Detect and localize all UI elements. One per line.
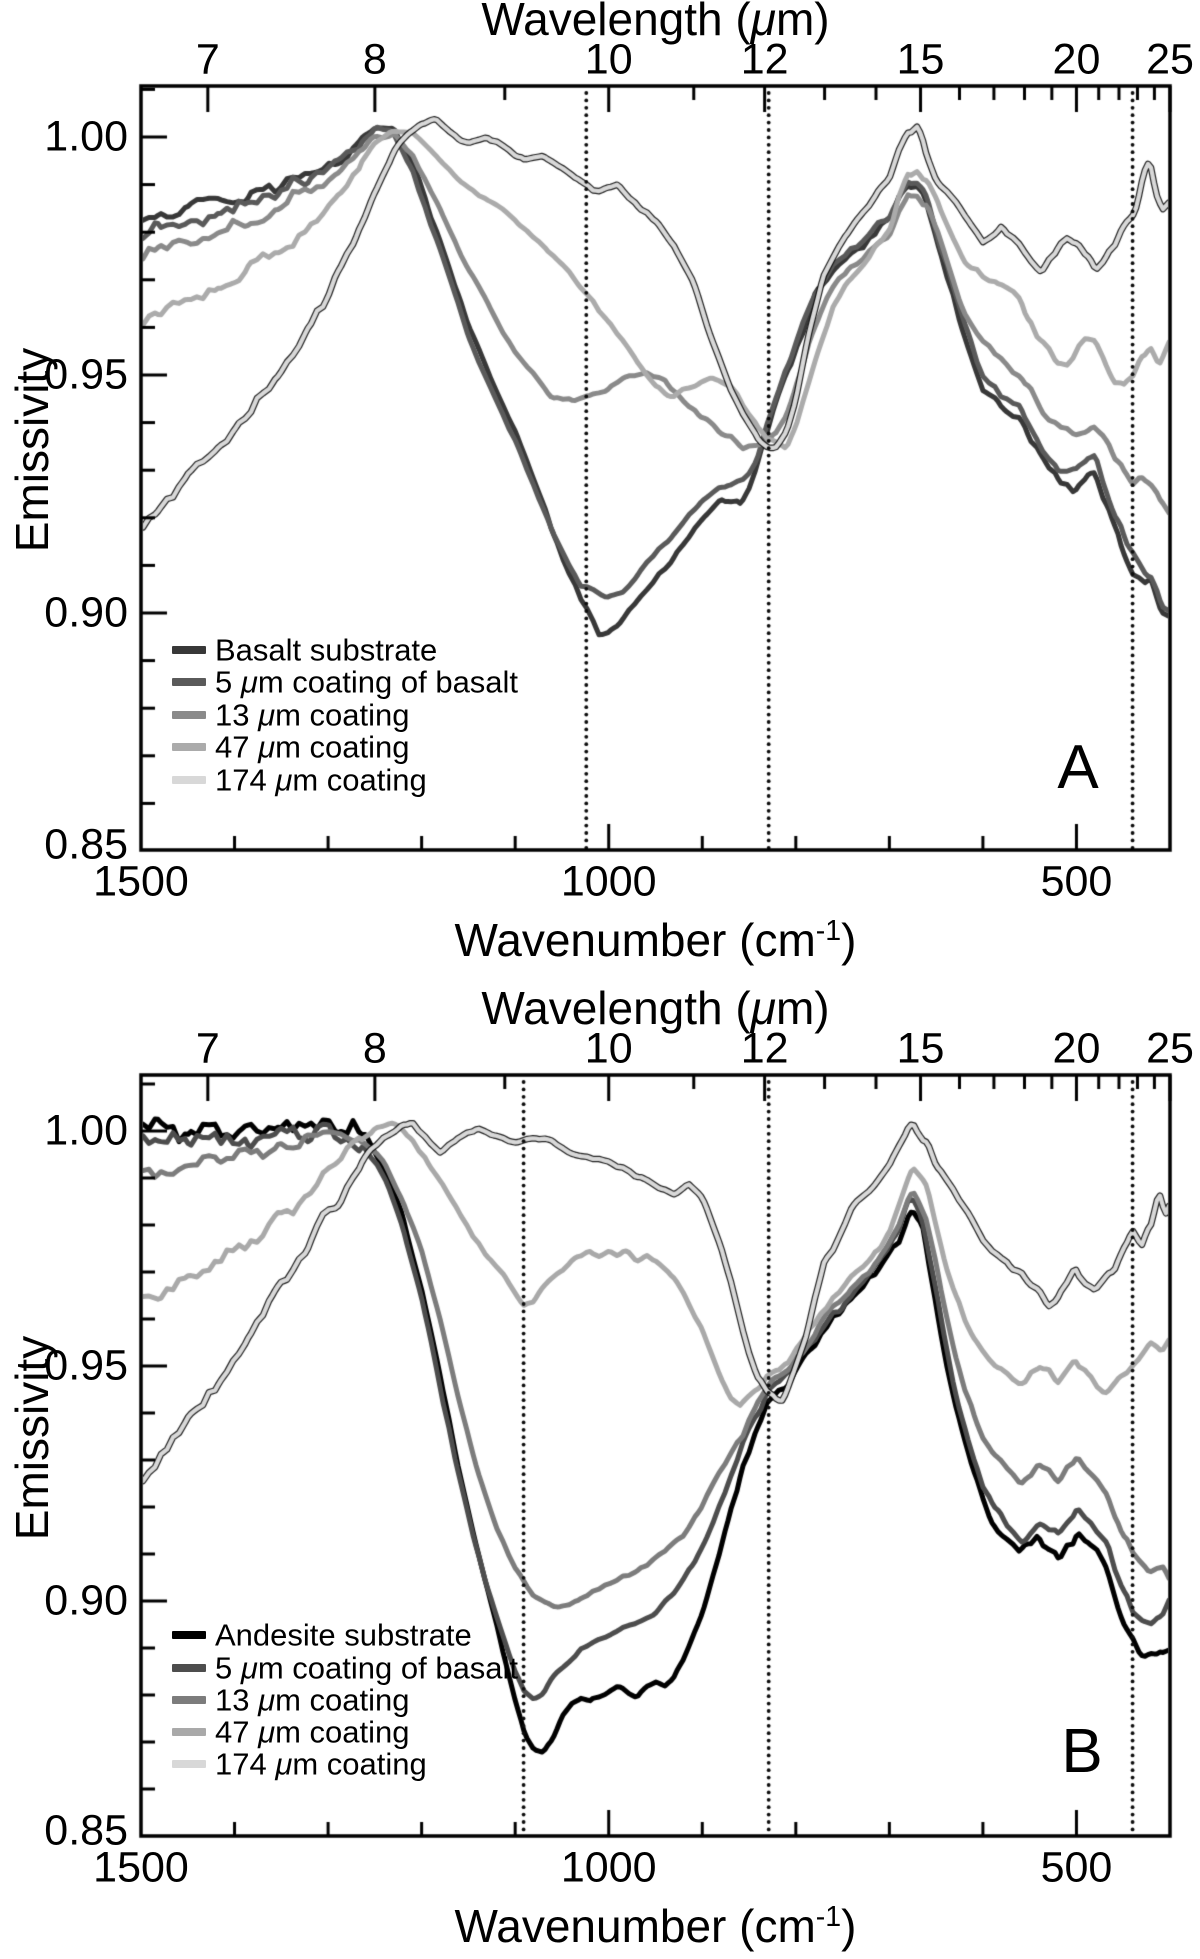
panel-a-wavelength-tick-label: 7 [195, 35, 220, 84]
panel-a-wavelength-tick-label: 12 [740, 35, 789, 84]
panel-b-legend-swatch [172, 1631, 206, 1639]
panel-a-legend-label: Basalt substrate [215, 632, 438, 668]
panel-b-x-axis-title: Wavenumber $(cm^{-1})$ [454, 1900, 857, 1952]
panel-a-emissivity-tick-label: 0.85 [44, 820, 128, 869]
panel-b-emissivity-tick-label: 0.90 [44, 1576, 128, 1625]
panel-a-top-axis-title: Wavelength (μm) [481, 0, 830, 45]
panel-b-y-axis-title: Emissivity [6, 1335, 58, 1540]
panel-b-wavenumber-tick-label: 500 [1040, 1843, 1113, 1892]
panel-b-wavelength-tick-label: 15 [896, 1024, 945, 1073]
panel-b-wavelength-tick-label: 7 [195, 1024, 220, 1073]
panel-a-legend-label: 5 μm coating of basalt [215, 664, 519, 700]
panel-b-legend-label: 13 μm coating [215, 1682, 410, 1718]
panel-a-x-axis-title: Wavenumber $(cm^{-1})$ [454, 914, 857, 966]
panel-b-legend-swatch [172, 1728, 206, 1736]
panel-b-wavelength-tick-label: 12 [740, 1024, 789, 1073]
panel-b-wavenumber-tick-label: 1500 [93, 1843, 189, 1892]
panel-b-legend-swatch [172, 1664, 206, 1672]
panel-a-wavenumber-tick-label: 1000 [560, 857, 657, 906]
panel-a-y-axis-title: Emissivity [6, 347, 58, 553]
panel-b-emissivity-tick-label: 0.95 [44, 1341, 128, 1390]
panel-a-legend-label: 13 μm coating [215, 697, 410, 733]
panel-a-letter: A [1057, 733, 1099, 802]
panel-a-emissivity-tick-label: 0.90 [44, 588, 128, 637]
panel-a-legend-swatch [172, 711, 206, 719]
panel-a-emissivity-tick-label: 1.00 [44, 112, 128, 161]
panel-b-legend-label: 47 μm coating [215, 1714, 410, 1750]
panel-b-wavelength-tick-label: 8 [362, 1024, 387, 1073]
panel-a-wavelength-tick-label: 10 [584, 35, 633, 84]
panel-b-legend-label: 5 μm coating of basalt [215, 1650, 519, 1686]
panel-a-legend-swatch [172, 743, 206, 751]
panel-a-legend-swatch [172, 776, 206, 784]
panel-b-wavelength-tick-label: 20 [1052, 1024, 1101, 1073]
panel-a-wavenumber-tick-label: 500 [1040, 857, 1113, 906]
panel-a-legend-label: 47 μm coating [215, 729, 410, 765]
panel-a-wavelength-tick-label: 25 [1146, 35, 1194, 84]
panel-a-wavelength-tick-label: 15 [896, 35, 945, 84]
panel-b-top-axis-title: Wavelength (μm) [481, 982, 830, 1034]
panel-a-wavelength-tick-label: 8 [362, 35, 387, 84]
panel-b-emissivity-tick-label: 1.00 [44, 1106, 128, 1155]
panel-b-wavenumber-tick-label: 1000 [560, 1843, 657, 1892]
panel-a-legend-swatch [172, 678, 206, 686]
panel-b-wavelength-tick-label: 25 [1146, 1024, 1194, 1073]
panel-b-legend-label: Andesite substrate [215, 1617, 472, 1653]
panel-a-wavenumber-tick-label: 1500 [93, 857, 189, 906]
panel-b-letter: B [1061, 1717, 1103, 1786]
panel-b-wavelength-tick-label: 10 [584, 1024, 633, 1073]
panel-a-legend-label: 174 μm coating [215, 762, 427, 798]
panel-b-legend-swatch [172, 1760, 206, 1768]
panel-b-emissivity-tick-label: 0.85 [44, 1806, 128, 1855]
panel-b-legend-label: 174 μm coating [215, 1746, 427, 1782]
panel-a-emissivity-tick-label: 0.95 [44, 350, 128, 399]
panel-a-wavelength-tick-label: 20 [1052, 35, 1101, 84]
panel-a-legend-swatch [172, 646, 206, 654]
panel-b-legend-swatch [172, 1696, 206, 1704]
